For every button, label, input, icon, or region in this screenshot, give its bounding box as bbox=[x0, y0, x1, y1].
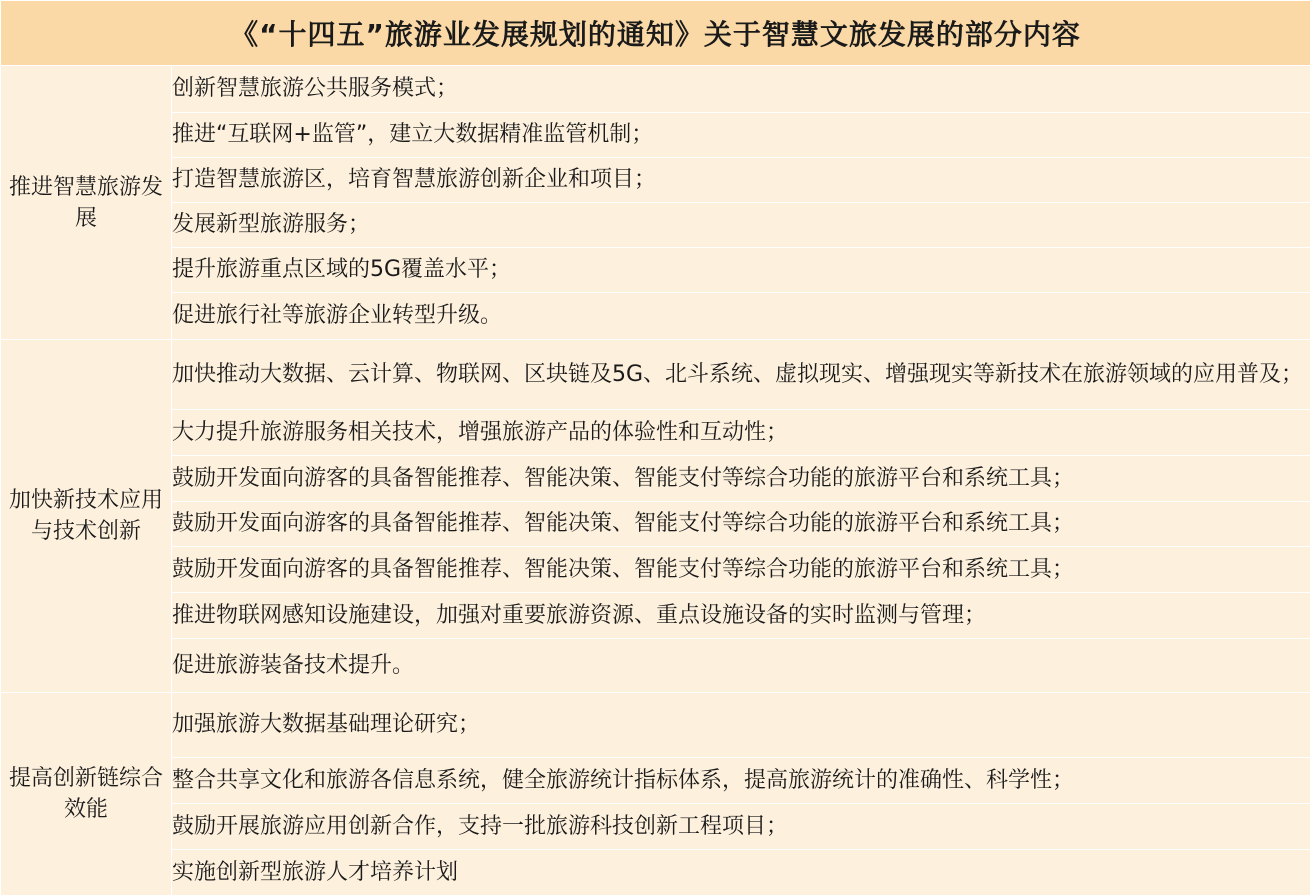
table-row bbox=[1, 547, 1311, 593]
table-row bbox=[1, 456, 1311, 502]
list-item: 促进旅游装备技术提升。 bbox=[172, 639, 1311, 693]
list-item: 提升旅游重点区域的5G覆盖水平； bbox=[172, 248, 1311, 293]
table-row bbox=[1, 502, 1311, 547]
list-item: 打造智慧旅游区，培育智慧旅游创新企业和项目； bbox=[172, 158, 1311, 203]
table-row bbox=[1, 758, 1311, 804]
list-item: 加快推动大数据、云计算、物联网、区块链及5G、北斗系统、虚拟现实、增强现实等新技术在旅游领域的应用普及； bbox=[172, 340, 1311, 410]
table-row bbox=[1, 340, 1311, 410]
list-item: 鼓励开发面向游客的具备智能推荐、智能决策、智能支付等综合功能的旅游平台和系统工具； bbox=[172, 547, 1311, 593]
table-row bbox=[1, 804, 1311, 850]
table-row bbox=[1, 248, 1311, 293]
table-row bbox=[1, 593, 1311, 639]
list-item: 促进旅行社等旅游企业转型升级。 bbox=[172, 293, 1311, 340]
table-row bbox=[1, 293, 1311, 340]
list-item: 鼓励开展旅游应用创新合作，支持一批旅游科技创新工程项目； bbox=[172, 804, 1311, 850]
list-item: 推进“互联网+监管”，建立大数据精准监管机制； bbox=[172, 113, 1311, 158]
list-item: 鼓励开发面向游客的具备智能推荐、智能决策、智能支付等综合功能的旅游平台和系统工具； bbox=[172, 456, 1311, 502]
list-item: 加强旅游大数据基础理论研究； bbox=[172, 693, 1311, 758]
section-label-innovation-chain: 提高创新链综合效能 bbox=[1, 693, 172, 896]
section-label-new-tech: 加快新技术应用与技术创新 bbox=[1, 340, 172, 693]
table-row bbox=[1, 693, 1311, 758]
list-item: 鼓励开发面向游客的具备智能推荐、智能决策、智能支付等综合功能的旅游平台和系统工具； bbox=[172, 502, 1311, 547]
table-row bbox=[1, 113, 1311, 158]
table-row bbox=[1, 203, 1311, 248]
list-item: 推进物联网感知设施建设，加强对重要旅游资源、重点设施设备的实时监测与管理； bbox=[172, 593, 1311, 639]
list-item: 大力提升旅游服务相关技术，增强旅游产品的体验性和互动性； bbox=[172, 410, 1311, 456]
table-title: 《“十四五”旅游业发展规划的通知》关于智慧文旅发展的部分内容 bbox=[1, 1, 1311, 66]
list-item: 创新智慧旅游公共服务模式； bbox=[172, 66, 1311, 113]
table-row bbox=[1, 158, 1311, 203]
table-row bbox=[1, 639, 1311, 693]
table-row bbox=[1, 850, 1311, 896]
title-row bbox=[1, 1, 1311, 66]
list-item: 实施创新型旅游人才培养计划 bbox=[172, 850, 1311, 896]
section-label-smart-tourism: 推进智慧旅游发展 bbox=[1, 66, 172, 340]
list-item: 发展新型旅游服务； bbox=[172, 203, 1311, 248]
list-item: 整合共享文化和旅游各信息系统，健全旅游统计指标体系，提高旅游统计的准确性、科学性； bbox=[172, 758, 1311, 804]
table-row bbox=[1, 410, 1311, 456]
table-row bbox=[1, 66, 1311, 113]
